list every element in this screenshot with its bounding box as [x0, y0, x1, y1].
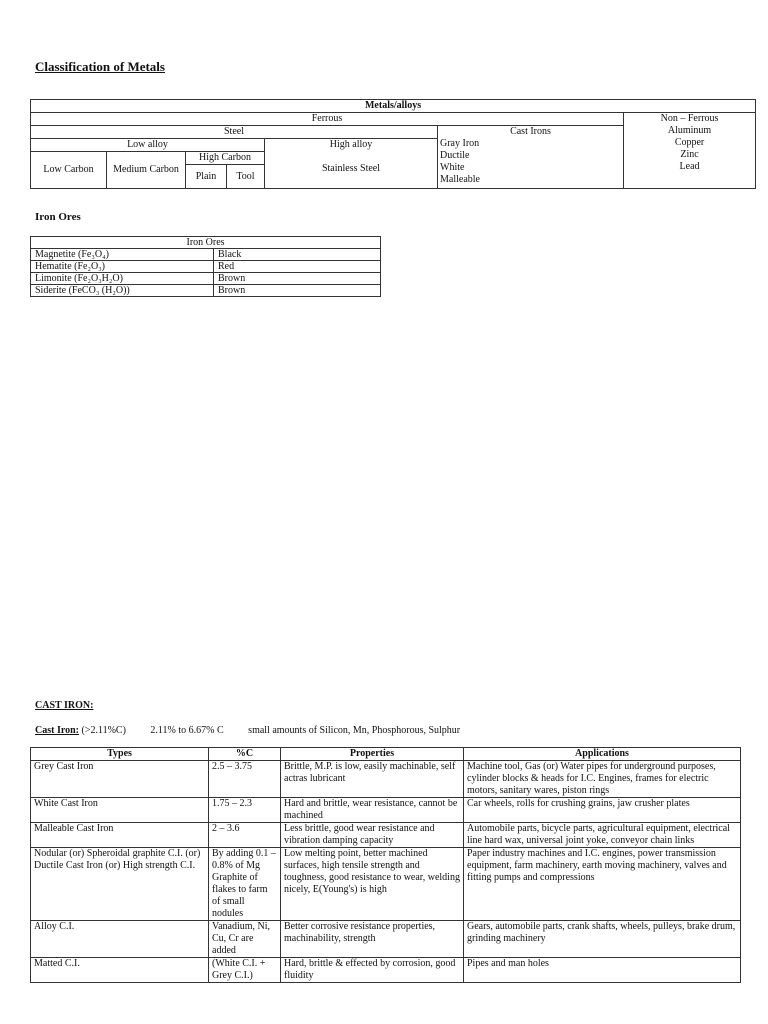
cast-type: Alloy C.I. [31, 921, 209, 958]
cast-carbon: 2.5 – 3.75 [209, 761, 281, 798]
cast-properties: Better corrosive resistance properties, machinability, strength [281, 921, 464, 958]
iron-ores-table [30, 236, 381, 297]
cast-type: Matted C.I. [31, 958, 209, 983]
low-alloy-cell: Low alloy [31, 139, 265, 152]
cast-type: Nodular (or) Spheroidal graphite C.I. (or) Ductile Cast Iron (or) High strength C.I. [31, 848, 209, 921]
low-carbon-cell: Low Carbon [31, 152, 107, 189]
cast-properties: Less brittle, good wear resistance and vibration damping capacity [281, 823, 464, 848]
iron-ores-table-title: Iron Ores [31, 237, 381, 249]
cast-iron-summary [35, 725, 460, 736]
ore-name: Magnetite (Fe₃O₄) [31, 249, 214, 261]
column-header-carbon: %C [209, 748, 281, 761]
cast-iron-table [30, 747, 741, 983]
cast-carbon: By adding 0.1 – 0.8% of Mg Graphite of flakes to farm of small nodules [209, 848, 281, 921]
classification-table [30, 99, 756, 189]
carbon-note: (>2.11%C) [81, 725, 126, 736]
alloying-elements: small amounts of Silicon, Mn, Phosphorous, Sulphur [248, 725, 461, 736]
ore-name: Limonite (Fe₂O₃H₂O) [31, 273, 214, 285]
cast-applications: Pipes and man holes [464, 958, 741, 983]
cast-applications: Gears, automobile parts, crank shafts, wheels, pulleys, brake drum, grinding machinery [464, 921, 741, 958]
ore-color: Brown [214, 285, 381, 297]
cast-irons-label: Cast Irons [510, 126, 551, 137]
high-carbon-cell: High Carbon [186, 152, 265, 165]
ore-color: Brown [214, 273, 381, 285]
non-ferrous-item: Copper [674, 137, 705, 148]
table-row [31, 798, 741, 823]
column-header-properties: Properties [281, 748, 464, 761]
non-ferrous-item: Lead [679, 161, 700, 172]
cast-applications: Paper industry machines and I.C. engines, power transmission equipment, farm machinery, earth moving machinery, valves and fitting pumps and compressions [464, 848, 741, 921]
carbon-range: 2.11% to 6.67% C [150, 725, 224, 736]
non-ferrous-label: Non – Ferrous [660, 113, 719, 124]
cast-iron-type: Ductile [440, 150, 470, 161]
cast-carbon: (White C.I. + Grey C.I.) [209, 958, 281, 983]
table-row [31, 273, 381, 285]
high-alloy-cell [265, 139, 438, 189]
table-row [31, 761, 741, 798]
column-header-applications: Applications [464, 748, 741, 761]
cast-applications: Car wheels, rolls for crushing grains, jaw crusher plates [464, 798, 741, 823]
cast-properties: Hard and brittle, wear resistance, cannot be machined [281, 798, 464, 823]
ore-color: Black [214, 249, 381, 261]
cast-iron-label: Cast Iron: [35, 725, 79, 736]
non-ferrous-item: Zinc [680, 149, 699, 160]
table-row [31, 921, 741, 958]
ore-color: Red [214, 261, 381, 273]
table-row [31, 823, 741, 848]
cast-applications: Automobile parts, bicycle parts, agricultural equipment, electrical line hard wax, universal joint yoke, conveyor chain links [464, 823, 741, 848]
cast-applications: Machine tool, Gas (or) Water pipes for underground purposes, cylinder blocks & heads for I.C. Engines, frames for electric motors, sanitary wares, piston rings [464, 761, 741, 798]
root-cell: Metals/alloys [31, 100, 756, 113]
stainless-steel-label: Stainless Steel [321, 163, 381, 174]
cast-irons-cell [438, 126, 624, 189]
cast-carbon: Vanadium, Ni, Cu, Cr are added [209, 921, 281, 958]
steel-cell: Steel [31, 126, 438, 139]
cast-iron-type: Malleable [440, 174, 480, 185]
cast-type: Grey Cast Iron [31, 761, 209, 798]
high-alloy-label: High alloy [329, 139, 373, 150]
page-title: Classification of Metals [35, 59, 165, 74]
cast-properties: Hard, brittle & effected by corrosion, good fluidity [281, 958, 464, 983]
plain-cell: Plain [186, 165, 227, 189]
non-ferrous-cell [624, 113, 756, 189]
ore-name: Hematite (Fe₂O₃) [31, 261, 214, 273]
cast-iron-type: Gray Iron [440, 138, 480, 149]
ferrous-cell: Ferrous [31, 113, 624, 126]
table-row [31, 848, 741, 921]
table-row [31, 285, 381, 297]
iron-ores-heading: Iron Ores [35, 211, 81, 223]
table-row [31, 958, 741, 983]
table-header-row [31, 748, 741, 761]
cast-carbon: 1.75 – 2.3 [209, 798, 281, 823]
table-row [31, 249, 381, 261]
cast-properties: Low melting point, better machined surfaces, high tensile strength and toughness, good resistance to wear, welding nicely, E(Young's) is high [281, 848, 464, 921]
cast-iron-type: White [440, 162, 465, 173]
tool-cell: Tool [227, 165, 265, 189]
non-ferrous-item: Aluminum [667, 125, 712, 136]
cast-properties: Brittle, M.P. is low, easily machinable, self actras lubricant [281, 761, 464, 798]
cast-type: Malleable Cast Iron [31, 823, 209, 848]
ore-name: Siderite (FeCO₃ (H₂O)) [31, 285, 214, 297]
column-header-types: Types [31, 748, 209, 761]
medium-carbon-cell: Medium Carbon [107, 152, 186, 189]
table-row [31, 261, 381, 273]
cast-carbon: 2 – 3.6 [209, 823, 281, 848]
cast-iron-heading: CAST IRON: [35, 700, 94, 711]
cast-type: White Cast Iron [31, 798, 209, 823]
